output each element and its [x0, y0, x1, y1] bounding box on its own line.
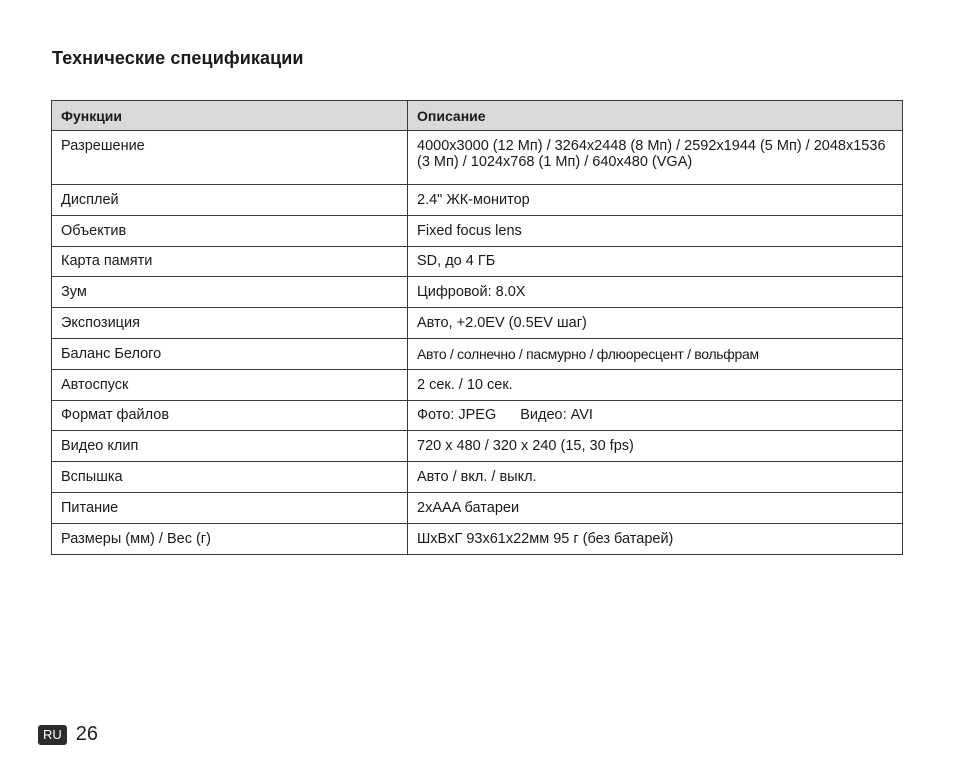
feature-cell: Разрешение: [52, 131, 408, 185]
description-cell: 2xAAA батареи: [408, 492, 903, 523]
description-cell: Авто / вкл. / выкл.: [408, 462, 903, 493]
page-number: 26: [75, 723, 99, 745]
table-row: [52, 338, 903, 369]
feature-cell: Баланс Белого: [52, 338, 408, 369]
description-cell: 2 сек. / 10 сек.: [408, 369, 903, 400]
description-cell: 720 x 480 / 320 x 240 (15, 30 fps): [408, 431, 903, 462]
page-title: Технические спецификации: [52, 48, 304, 68]
language-badge: RU: [38, 725, 67, 745]
feature-cell: Карта памяти: [52, 246, 408, 277]
photo-format: Фото: JPEG: [417, 407, 497, 424]
table-row: [52, 246, 903, 277]
table-row: [52, 131, 903, 185]
feature-cell: Размеры (мм) / Вес (г): [52, 523, 408, 554]
table-row: [52, 523, 903, 554]
description-cell: 2.4" ЖК-монитор: [408, 185, 903, 216]
feature-cell: Зум: [52, 277, 408, 308]
feature-cell: Дисплей: [52, 185, 408, 216]
table-row: [52, 431, 903, 462]
feature-cell: Питание: [52, 492, 408, 523]
column-header-features: Функции: [52, 101, 408, 131]
table-header-row: [52, 101, 903, 131]
table-row: [52, 462, 903, 493]
column-header-description: Описание: [408, 101, 903, 131]
video-format: Видео: AVI: [520, 407, 593, 424]
feature-cell: Вспышка: [52, 462, 408, 493]
table-row: [52, 277, 903, 308]
page-footer: [38, 723, 98, 746]
spec-table: [51, 100, 903, 555]
table-row: [52, 369, 903, 400]
table-row: [52, 492, 903, 523]
description-cell: ШxВxГ 93x61x22мм 95 г (без батарей): [408, 523, 903, 554]
feature-cell: Видео клип: [52, 431, 408, 462]
table-row: [52, 400, 903, 431]
table-row: [52, 215, 903, 246]
feature-cell: Автоспуск: [52, 369, 408, 400]
description-cell: Авто, +2.0EV (0.5EV шаг): [408, 308, 903, 339]
description-cell: Авто / солнечно / пасмурно / флюоресцент / вольфрам: [408, 338, 903, 369]
description-cell: 4000x3000 (12 Мп) / 3264x2448 (8 Мп) / 2592x1944 (5 Мп) / 2048x1536 (3 Мп) / 1024x768 (1 Мп) / 640x480 (VGA): [408, 131, 903, 185]
feature-cell: Экспозиция: [52, 308, 408, 339]
table-row: [52, 308, 903, 339]
feature-cell: Формат файлов: [52, 400, 408, 431]
description-cell: Цифровой: 8.0X: [408, 277, 903, 308]
description-cell: [408, 400, 903, 431]
table-row: [52, 185, 903, 216]
feature-cell: Объектив: [52, 215, 408, 246]
description-cell: Fixed focus lens: [408, 215, 903, 246]
description-cell: SD, до 4 ГБ: [408, 246, 903, 277]
